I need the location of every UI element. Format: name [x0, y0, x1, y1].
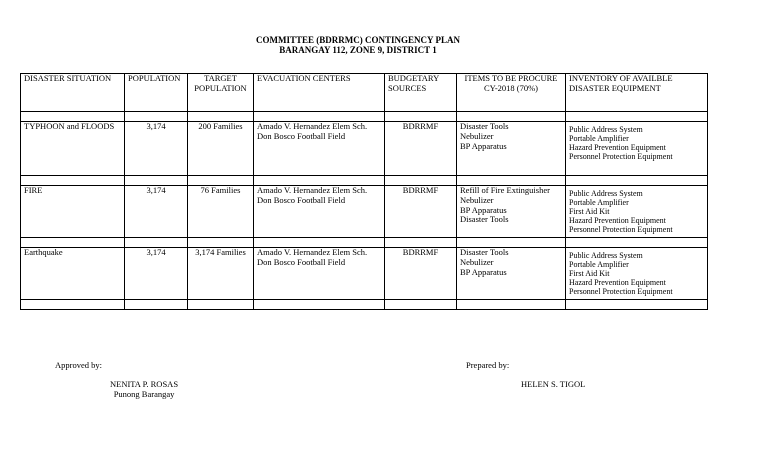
situation-cell: FIRE — [21, 186, 125, 238]
situation-cell: TYPHOON and FLOODS — [21, 122, 125, 176]
list-item: Disaster Tools — [460, 247, 509, 257]
target-cell: 200 Families — [188, 122, 254, 176]
items-cell — [457, 122, 566, 176]
header-items-to-procure — [457, 74, 566, 112]
list-item: Disaster Tools — [460, 121, 509, 131]
list-item: Portable Amplifier — [569, 134, 629, 143]
list-item: Nebulizer — [460, 130, 494, 141]
list-item: Amado V. Hernandez Elem Sch. — [257, 185, 368, 195]
list-item: BP Apparatus — [460, 266, 507, 277]
header-budget-line-2: SOURCES — [388, 82, 427, 93]
budget-cell: BDRRMF — [385, 186, 457, 238]
items-cell — [457, 186, 566, 238]
header-inventory-line-2: DISASTER EQUIPMENT — [569, 82, 661, 93]
evacuation-cell — [254, 186, 385, 238]
inventory-cell — [566, 248, 708, 300]
budget-cell: BDRRMF — [385, 122, 457, 176]
header-target-line-1: TARGET — [204, 73, 237, 83]
header-row — [21, 74, 708, 112]
approved-by-label: Approved by: — [55, 360, 102, 370]
list-item: Don Bosco Football Field — [257, 256, 346, 267]
list-item: Personnel Protection Equipment — [569, 287, 673, 296]
list-item: Amado V. Hernandez Elem Sch. — [257, 121, 368, 131]
list-item: Amado V. Hernandez Elem Sch. — [257, 247, 368, 257]
header-items-line-1: ITEMS TO BE PROCURE — [464, 73, 558, 83]
prepared-name: HELEN S. TIGOL — [521, 379, 586, 389]
list-item: Portable Amplifier — [569, 198, 629, 207]
header-population: POPULATION — [125, 74, 188, 112]
list-item: Don Bosco Football Field — [257, 194, 346, 205]
title-line-2: BARANGAY 112, ZONE 9, DISTRICT 1 — [279, 45, 437, 55]
situation-cell: Earthquake — [21, 248, 125, 300]
population-cell: 3,174 — [125, 186, 188, 238]
list-item: Hazard Prevention Equipment — [569, 278, 666, 287]
target-cell: 3,174 Families — [188, 248, 254, 300]
list-item: Hazard Prevention Equipment — [569, 143, 666, 152]
contingency-plan-table — [20, 73, 708, 310]
header-budgetary-sources — [385, 74, 457, 112]
list-item: Nebulizer — [460, 256, 494, 267]
approved-signatory — [110, 379, 178, 399]
list-item: Nebulizer — [460, 194, 494, 205]
table-row — [21, 122, 708, 176]
header-inventory — [566, 74, 708, 112]
list-item: Portable Amplifier — [569, 260, 629, 269]
list-item: Public Address System — [569, 125, 643, 134]
document-title — [0, 35, 716, 55]
list-item: BP Apparatus — [460, 204, 507, 215]
list-item: Public Address System — [569, 251, 643, 260]
list-item: BP Apparatus — [460, 140, 507, 151]
evacuation-cell — [254, 248, 385, 300]
inventory-cell — [566, 186, 708, 238]
spacer-row — [21, 300, 708, 310]
list-item: First Aid Kit — [569, 207, 610, 216]
inventory-cell — [566, 122, 708, 176]
table-row — [21, 186, 708, 238]
header-evacuation-centers: EVACUATION CENTERS — [254, 74, 385, 112]
list-item: Don Bosco Football Field — [257, 130, 346, 141]
population-cell: 3,174 — [125, 248, 188, 300]
approved-name: NENITA P. ROSAS — [110, 379, 179, 389]
prepared-by-label: Prepared by: — [466, 360, 510, 370]
spacer-row — [21, 112, 708, 122]
list-item: Personnel Protection Equipment — [569, 152, 673, 161]
header-budget-line-1: BUDGETARY — [388, 73, 440, 83]
list-item: Personnel Protection Equipment — [569, 225, 673, 234]
title-line-1: COMMITTEE (BDRRMC) CONTINGENCY PLAN — [256, 35, 460, 45]
list-item: Public Address System — [569, 189, 643, 198]
header-target-population — [188, 74, 254, 112]
items-cell — [457, 248, 566, 300]
target-cell: 76 Families — [188, 186, 254, 238]
header-items-line-2: CY-2018 (70%) — [483, 82, 539, 93]
header-target-line-2: POPULATION — [194, 82, 247, 93]
population-cell: 3,174 — [125, 122, 188, 176]
list-item: Refill of Fire Extinguisher — [460, 185, 550, 195]
table-row — [21, 248, 708, 300]
budget-cell: BDRRMF — [385, 248, 457, 300]
list-item: Hazard Prevention Equipment — [569, 216, 666, 225]
header-disaster-situation: DISASTER SITUATION — [21, 74, 125, 112]
approved-title: Punong Barangay — [113, 389, 175, 399]
spacer-row — [21, 176, 708, 186]
list-item: First Aid Kit — [569, 269, 610, 278]
spacer-row — [21, 238, 708, 248]
header-inventory-line-1: INVENTORY OF AVAILBLE — [569, 73, 673, 83]
list-item: Disaster Tools — [460, 214, 509, 225]
evacuation-cell — [254, 122, 385, 176]
